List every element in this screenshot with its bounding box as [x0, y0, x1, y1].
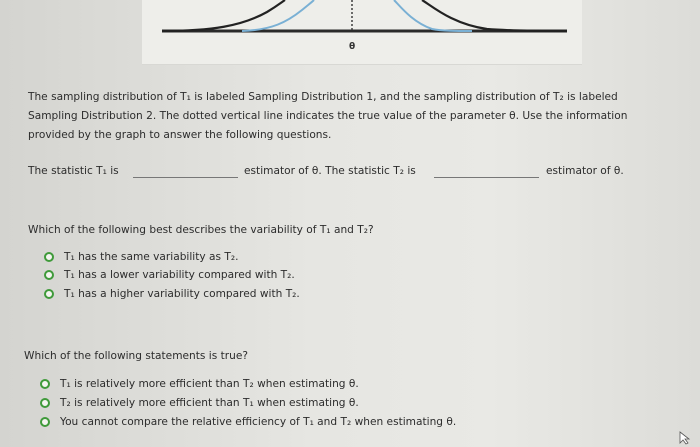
intro-line-2: Sampling Distribution 2. The dotted vertical line indicates the true value of the parameter θ. Use the information — [28, 110, 628, 122]
q2-option-3-label: You cannot compare the relative efficiency of T₁ and T₂ when estimating θ. — [60, 416, 457, 428]
fill-in-text-2: estimator of θ. The statistic T₂ is — [244, 165, 416, 177]
q1-option-3-label: T₁ has a higher variability compared with T₂. — [64, 288, 300, 300]
q1-option-3[interactable] — [44, 288, 300, 300]
graph-svg — [142, 0, 582, 64]
distribution-1-curve-left — [162, 0, 285, 31]
distribution-2-curve-right — [394, 0, 472, 31]
q2-option-2[interactable] — [40, 397, 359, 409]
q1-option-2[interactable] — [44, 269, 295, 281]
q1-option-1-label: T₁ has the same variability as T₂. — [64, 251, 239, 263]
radio-button-icon[interactable] — [40, 417, 50, 427]
fill-in-text-1: The statistic T₁ is — [28, 165, 119, 177]
q2-option-3[interactable] — [40, 416, 456, 428]
fill-in-text-3: estimator of θ. — [546, 165, 624, 177]
fill-in-blank-1[interactable] — [133, 177, 238, 178]
theta-axis-label: θ — [349, 42, 356, 52]
sampling-distribution-graph — [142, 0, 582, 65]
intro-line-3: provided by the graph to answer the following questions. — [28, 129, 332, 141]
distribution-1-curve-right — [422, 0, 567, 31]
question-1-prompt: Which of the following best describes the variability of T₁ and T₂? — [28, 224, 374, 236]
radio-button-icon[interactable] — [44, 252, 54, 262]
q2-option-1-label: T₁ is relatively more efficient than T₂ when estimating θ. — [60, 378, 359, 390]
q2-option-1[interactable] — [40, 378, 359, 390]
radio-button-icon[interactable] — [40, 398, 50, 408]
radio-button-icon[interactable] — [44, 270, 54, 280]
radio-button-icon[interactable] — [40, 379, 50, 389]
intro-paragraph — [28, 88, 678, 145]
fill-in-blank-2[interactable] — [434, 177, 539, 178]
question-2-prompt: Which of the following statements is true? — [24, 350, 248, 362]
mouse-cursor-icon — [678, 431, 692, 445]
q1-option-2-label: T₁ has a lower variability compared with T₂. — [64, 269, 295, 281]
q2-option-2-label: T₂ is relatively more efficient than T₁ when estimating θ. — [60, 397, 359, 409]
q1-option-1[interactable] — [44, 251, 239, 263]
radio-button-icon[interactable] — [44, 289, 54, 299]
intro-line-1: The sampling distribution of T₁ is labeled Sampling Distribution 1, and the sampling distribution of T₂ is labeled — [28, 91, 618, 103]
